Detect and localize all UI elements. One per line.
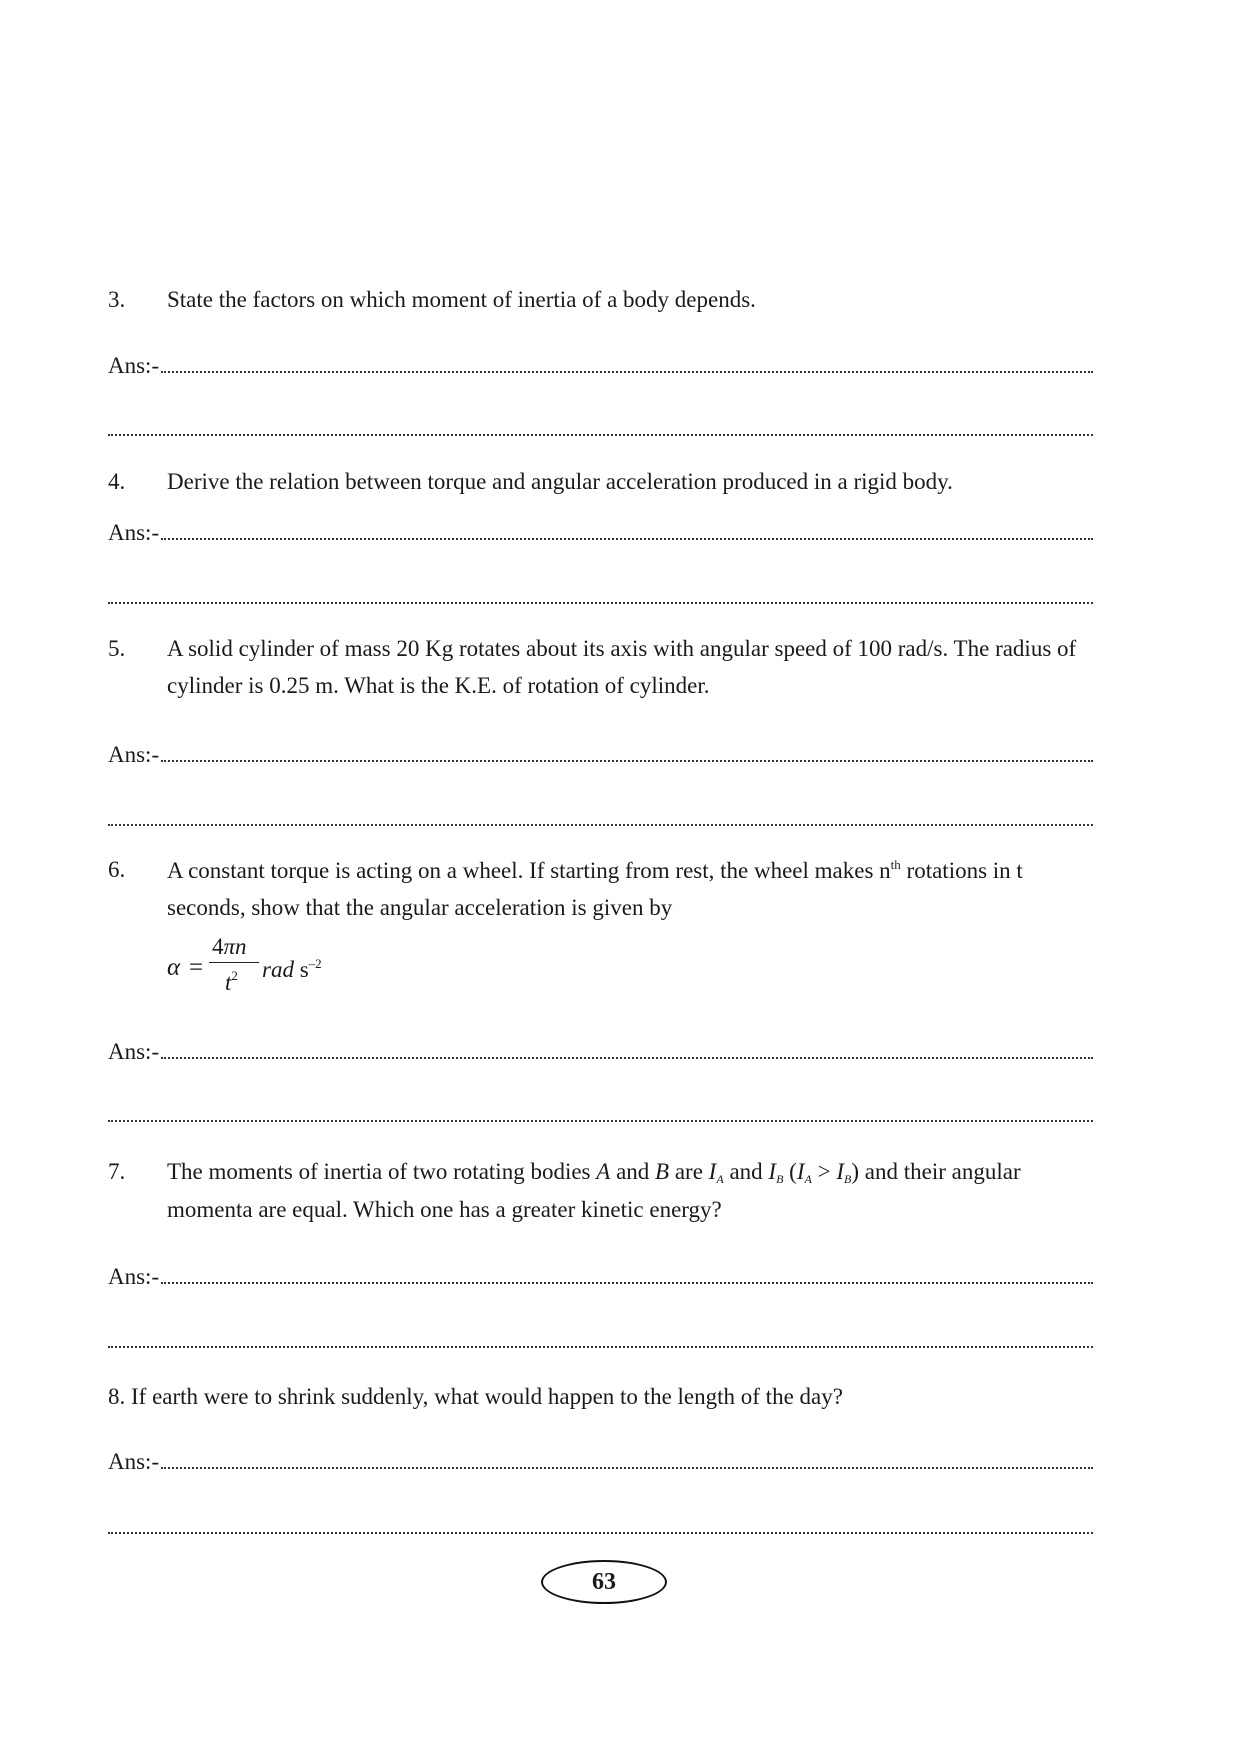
question-6-text-line-1 — [167, 858, 1023, 882]
formula-denominator-exp: 2 — [231, 968, 238, 983]
question-5-text-line-1: A solid cylinder of mass 20 Kg rotates about its axis with angular speed of 100 rad/s. The radius of — [167, 636, 1077, 661]
formula-unit — [262, 956, 322, 983]
question-7-and: and — [610, 1159, 656, 1184]
moment-ib-sub: B — [776, 1172, 784, 1186]
answer-dotted-line — [161, 371, 1093, 373]
moment-ib: I — [768, 1159, 777, 1184]
compare-ib: I — [836, 1159, 845, 1184]
question-6-number: 6. — [108, 857, 126, 882]
answer-7-line-2[interactable] — [108, 1346, 1093, 1348]
formula-alpha: α — [167, 954, 181, 981]
question-4-number: 4. — [108, 469, 126, 494]
question-7-are: are — [669, 1159, 709, 1184]
formula-numerator-var: πn — [223, 934, 247, 959]
moment-ia-sub: A — [716, 1172, 724, 1186]
answer-8-line-1[interactable] — [108, 1447, 1093, 1473]
question-7-text-tail: and their angular — [864, 1159, 1021, 1184]
answer-dotted-line — [161, 760, 1093, 762]
formula-fraction-bar — [209, 962, 259, 963]
question-4-text: Derive the relation between torque and angular acceleration produced in a rigid body. — [167, 469, 953, 494]
answer-label: Ans:- — [108, 1449, 160, 1474]
answer-dotted-line — [161, 1467, 1093, 1469]
question-6-superscript: th — [890, 857, 901, 872]
formula-denominator-var: t — [225, 970, 232, 995]
page-number: 63 — [541, 1560, 667, 1604]
answer-6-line-1[interactable] — [108, 1037, 1093, 1063]
answer-label: Ans:- — [108, 1264, 160, 1289]
question-5-number: 5. — [108, 636, 126, 661]
question-7-text-a: The moments of inertia of two rotating bodies — [167, 1159, 597, 1184]
question-7-text-line-2: momenta are equal. Which one has a greater kinetic energy? — [167, 1197, 722, 1222]
answer-8-line-2[interactable] — [108, 1532, 1093, 1534]
answer-6-line-2[interactable] — [108, 1120, 1093, 1122]
paren-open: ( — [789, 1159, 797, 1184]
answer-label: Ans:- — [108, 353, 160, 378]
question-7-var-b: B — [655, 1159, 670, 1184]
formula-numerator-coef: 4 — [212, 934, 224, 959]
question-7-and-2: and — [729, 1159, 763, 1184]
formula-equals: = — [189, 954, 204, 981]
question-6-text-a: A constant torque is acting on a wheel. If starting from rest, the wheel makes n — [167, 858, 891, 883]
formula-denominator — [225, 968, 238, 996]
answer-label: Ans:- — [108, 1039, 160, 1064]
formula-unit-rad: rad — [262, 957, 294, 982]
answer-3-line-1[interactable] — [108, 351, 1093, 377]
question-8-text: 8. If earth were to shrink suddenly, what would happen to the length of the day? — [108, 1384, 843, 1409]
question-7-text-line-1 — [167, 1160, 1021, 1185]
question-6-text-line-2: seconds, show that the angular acceleration is given by — [167, 895, 673, 920]
formula-unit-s: s — [299, 957, 309, 982]
answer-dotted-line — [161, 1057, 1093, 1059]
compare-ib-sub: B — [844, 1172, 852, 1186]
answer-7-line-1[interactable] — [108, 1262, 1093, 1288]
answer-dotted-line — [161, 538, 1093, 540]
formula-numerator — [212, 934, 247, 960]
question-5-text-line-2: cylinder is 0.25 m. What is the K.E. of rotation of cylinder. — [167, 673, 710, 698]
formula-unit-exp: –2 — [308, 956, 322, 971]
greater-than: > — [817, 1159, 831, 1184]
question-3-text: State the factors on which moment of inertia of a body depends. — [167, 287, 756, 312]
question-7-number: 7. — [108, 1159, 126, 1184]
answer-5-line-1[interactable] — [108, 740, 1093, 766]
answer-dotted-line — [161, 1282, 1093, 1284]
question-6-text-b: rotations in t — [900, 858, 1023, 883]
question-7-var-a: A — [596, 1159, 611, 1184]
answer-label: Ans:- — [108, 742, 160, 767]
answer-5-line-2[interactable] — [108, 824, 1093, 826]
answer-4-line-1[interactable] — [108, 518, 1093, 544]
answer-label: Ans:- — [108, 520, 160, 545]
question-3-number: 3. — [108, 287, 126, 312]
paren-close: ) — [851, 1159, 860, 1184]
compare-ia: I — [796, 1159, 805, 1184]
answer-3-line-2[interactable] — [108, 434, 1093, 436]
compare-ia-sub: A — [804, 1172, 812, 1186]
moment-ia: I — [708, 1159, 717, 1184]
answer-4-line-2[interactable] — [108, 602, 1093, 604]
